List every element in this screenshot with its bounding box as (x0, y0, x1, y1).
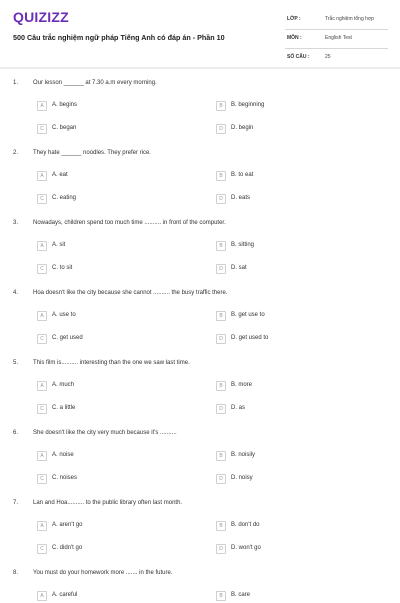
question-number: 2. (13, 150, 19, 156)
question-4 (0, 290, 400, 360)
option-key-box: A (37, 381, 47, 391)
meta-row-subject (285, 32, 388, 49)
option-text: C. eating (52, 195, 77, 201)
option-text: B. noisily (231, 452, 256, 458)
option-text: B. beginning (231, 102, 265, 108)
option-key-box: C (37, 124, 47, 134)
option-text: B. don't do (231, 522, 260, 528)
option-text: B. sitting (231, 242, 255, 248)
question-text: Hoa doesn't like the city because she cannot .......... the busy traffic there. (33, 290, 228, 296)
option-key-box: C (37, 474, 47, 484)
option-text: B. care (231, 592, 251, 598)
meta-value: English Test (325, 35, 352, 41)
question-3 (0, 220, 400, 290)
question-number: 6. (13, 430, 19, 436)
option-text: A. much (52, 382, 75, 388)
option-text: D. noisy (231, 475, 253, 481)
option-text: B. more (231, 382, 253, 388)
meta-row-class (285, 13, 388, 30)
question-number: 7. (13, 500, 19, 506)
option-key-box: B (216, 101, 226, 111)
option-key-box: B (216, 521, 226, 531)
option-text: C. to sit (52, 265, 73, 271)
question-5 (0, 360, 400, 430)
option-key-box: D (216, 124, 226, 134)
meta-value: Trắc nghiệm tổng hợp (325, 16, 374, 22)
option-key-box: B (216, 171, 226, 181)
option-key-box: D (216, 474, 226, 484)
option-text: A. noise (52, 452, 74, 458)
option-key-box: B (216, 381, 226, 391)
option-key-box: D (216, 544, 226, 554)
option-text: D. sat (231, 265, 247, 271)
question-text: She doesn't like the city very much because it's .......... (33, 430, 177, 436)
meta-label: LỚP : (287, 16, 301, 22)
option-text: C. get used (52, 335, 83, 341)
question-text: You must do your homework more ....... in the future. (33, 570, 173, 576)
header-divider (0, 67, 400, 69)
option-key-box: A (37, 521, 47, 531)
option-key-box: A (37, 171, 47, 181)
question-number: 3. (13, 220, 19, 226)
option-key-box: C (37, 404, 47, 414)
option-key-box: C (37, 334, 47, 344)
option-text: D. get used to (231, 335, 269, 341)
question-text: This film is.......... interesting than the one we saw last time. (33, 360, 190, 366)
document-title: 500 Câu trắc nghiệm ngữ pháp Tiếng Anh có đáp án - Phần 10 (13, 33, 225, 42)
option-key-box: C (37, 544, 47, 554)
option-key-box: A (37, 591, 47, 601)
meta-panel (285, 13, 388, 70)
meta-value: 25 (325, 54, 331, 60)
question-text: Lan and Hoa.......... to the public library often last month. (33, 500, 183, 506)
option-text: A. careful (52, 592, 78, 598)
option-key-box: D (216, 334, 226, 344)
option-text: D. as (231, 405, 246, 411)
option-key-box: D (216, 404, 226, 414)
meta-label: MÔN : (287, 35, 302, 41)
meta-row-question-count (285, 51, 388, 68)
quizizz-logo: QUIZIZZ (13, 9, 69, 25)
question-1 (0, 80, 400, 150)
question-number: 1. (13, 80, 19, 86)
question-number: 8. (13, 570, 19, 576)
option-key-box: C (37, 264, 47, 274)
option-text: A. aren't go (52, 522, 83, 528)
option-text: B. get use to (231, 312, 265, 318)
option-key-box: D (216, 194, 226, 204)
question-text: Our lesson ______ at 7.30 a.m every morning. (33, 80, 157, 86)
option-text: B. to eat (231, 172, 254, 178)
option-text: A. use to (52, 312, 76, 318)
option-text: C. began (52, 125, 77, 131)
header (0, 0, 400, 66)
option-key-box: B (216, 241, 226, 251)
option-key-box: A (37, 451, 47, 461)
option-text: A. begins (52, 102, 78, 108)
option-key-box: B (216, 311, 226, 321)
option-key-box: D (216, 264, 226, 274)
option-key-box: A (37, 101, 47, 111)
question-2 (0, 150, 400, 220)
option-key-box: C (37, 194, 47, 204)
question-6 (0, 430, 400, 500)
option-key-box: A (37, 311, 47, 321)
option-text: C. noises (52, 475, 78, 481)
question-8 (0, 570, 400, 600)
option-key-box: B (216, 451, 226, 461)
meta-label: SỐ CÂU : (287, 54, 310, 60)
option-text: D. eats (231, 195, 251, 201)
option-text: C. a little (52, 405, 76, 411)
option-text: D. begin (231, 125, 254, 131)
question-text: Nowadays, children spend too much time .......... in front of the computer. (33, 220, 226, 226)
question-7 (0, 500, 400, 570)
option-text: D. won't go (231, 545, 261, 551)
option-key-box: A (37, 241, 47, 251)
question-number: 5. (13, 360, 19, 366)
question-text: They hate ______ noodles. They prefer rice. (33, 150, 151, 156)
option-text: A. eat (52, 172, 68, 178)
option-text: C. didn't go (52, 545, 83, 551)
option-key-box: B (216, 591, 226, 601)
question-number: 4. (13, 290, 19, 296)
option-text: A. sit (52, 242, 66, 248)
